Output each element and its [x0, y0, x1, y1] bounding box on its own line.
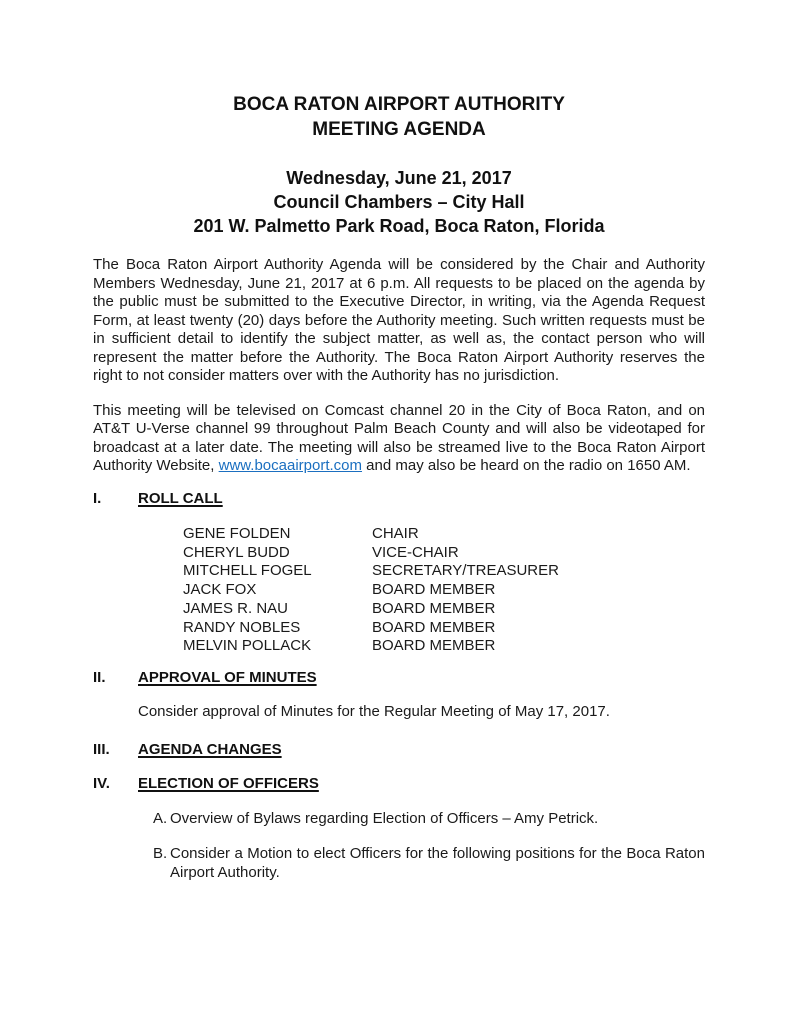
meeting-location: Council Chambers – City Hall — [273, 192, 525, 212]
member-name: CHERYL BUDD — [183, 543, 290, 561]
roll-call-row — [183, 581, 705, 600]
document-title — [93, 92, 705, 142]
section-approval-of-minutes — [93, 669, 705, 688]
section-roll-call — [93, 490, 705, 509]
paragraph-2-text-before-link: This meeting will be televised on Comcast channel 20 in the City of Boca Raton, and on AT&T U-Verse channel 99 throughout Palm Beach County and will also be videotaped for broadcast at a later date. The meeting will also be streamed live to the Boca Raton Airport Authority Website, — [93, 401, 705, 474]
website-link[interactable]: www.bocaairport.com — [218, 457, 363, 474]
section-numeral: II. — [93, 668, 106, 686]
member-name: RANDY NOBLES — [183, 618, 301, 636]
section-heading-text: ELECTION OF OFFICERS — [138, 775, 319, 793]
section-heading-text: ROLL CALL — [138, 489, 223, 507]
roll-call-list — [183, 525, 705, 656]
section-numeral: III. — [93, 740, 110, 758]
member-title: SECRETARY/TREASURER — [372, 562, 559, 580]
member-name: JAMES R. NAU — [183, 599, 289, 617]
title-line-1: BOCA RATON AIRPORT AUTHORITY — [233, 94, 565, 115]
section-numeral: I. — [93, 489, 102, 507]
paragraph-2-text-after-link: and may also be heard on the radio on 1650 AM. — [362, 457, 691, 474]
member-name: MITCHELL FOGEL — [183, 562, 312, 580]
section-numeral: IV. — [93, 775, 110, 793]
agenda-item-a — [153, 810, 705, 829]
section-heading-text: APPROVAL OF MINUTES — [138, 668, 317, 686]
roll-call-row — [183, 619, 705, 638]
meeting-info-block — [93, 166, 705, 238]
item-label: A. — [153, 809, 168, 827]
agenda-item-b — [153, 845, 705, 882]
member-title: BOARD MEMBER — [372, 637, 496, 655]
section-agenda-changes — [93, 741, 705, 760]
member-name: JACK FOX — [183, 581, 257, 599]
item-label: B. — [153, 845, 168, 863]
roll-call-row — [183, 562, 705, 581]
item-text: Consider a Motion to elect Officers for the following positions for the Boca Raton Airport Authority. — [170, 845, 705, 881]
item-text: Overview of Bylaws regarding Election of Officers – Amy Petrick. — [170, 809, 599, 827]
intro-paragraph-2 — [93, 402, 705, 476]
roll-call-row — [183, 525, 705, 544]
section-heading-text: AGENDA CHANGES — [138, 740, 282, 758]
member-title: BOARD MEMBER — [372, 618, 496, 636]
member-name: MELVIN POLLACK — [183, 637, 312, 655]
member-title: BOARD MEMBER — [372, 581, 496, 599]
roll-call-row — [183, 544, 705, 563]
member-title: BOARD MEMBER — [372, 599, 496, 617]
roll-call-row — [183, 637, 705, 656]
member-name: GENE FOLDEN — [183, 525, 291, 542]
member-title: VICE-CHAIR — [372, 543, 459, 561]
meeting-address: 201 W. Palmetto Park Road, Boca Raton, Florida — [193, 216, 605, 236]
meeting-date: Wednesday, June 21, 2017 — [286, 168, 512, 188]
member-title: CHAIR — [372, 525, 419, 542]
section-election-of-officers — [93, 775, 705, 794]
approval-of-minutes-body: Consider approval of Minutes for the Regular Meeting of May 17, 2017. — [138, 703, 610, 721]
roll-call-row — [183, 600, 705, 619]
intro-paragraph-1: The Boca Raton Airport Authority Agenda will be considered by the Chair and Authority Members Wednesday, June 21, 2017 at 6 p.m. All requests to be placed on the agenda by the public must be submitted to the Executive Director, in writing, via the Agenda Request Form, at least twenty (20) days before the Authority meeting. Such written requests must be in sufficient detail to identify the subject matter, as well as, the contact person who will represent the matter before the Authority. The Boca Raton Airport Authority reserves the right to not consider matters over with the Authority has no jurisdiction. — [93, 256, 705, 384]
title-line-2: MEETING AGENDA — [312, 119, 486, 140]
